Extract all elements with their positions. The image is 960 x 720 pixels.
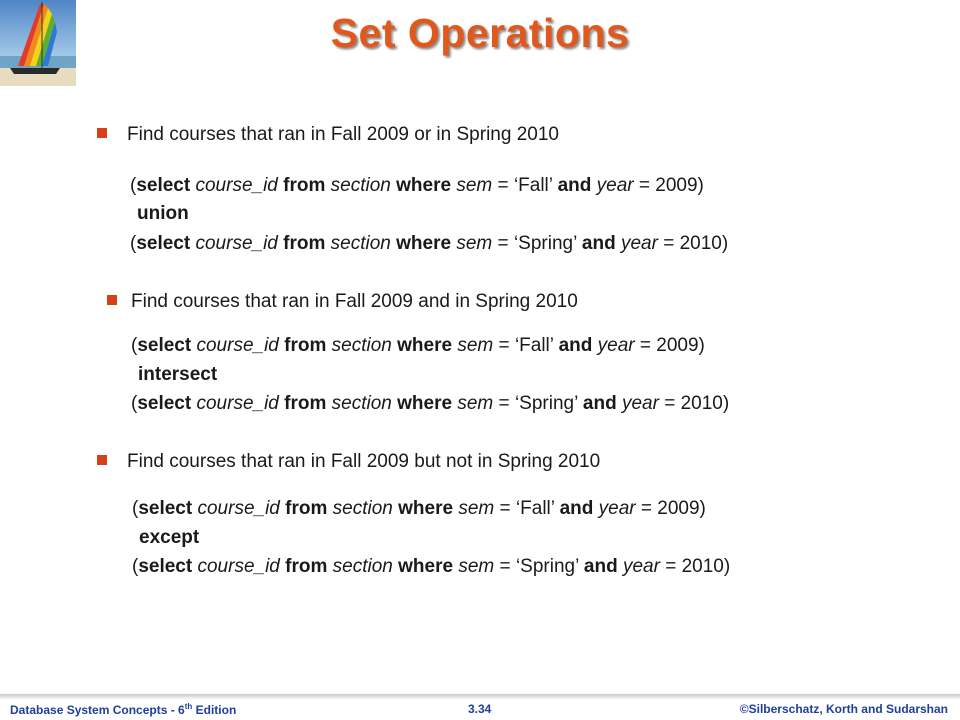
attribute-sem: sem xyxy=(458,556,495,577)
set-operator-except: except xyxy=(139,527,200,548)
equals-sign: = xyxy=(638,175,650,196)
value-spring: ‘Spring’ xyxy=(513,233,577,254)
query-paren: ( xyxy=(132,498,139,519)
bullet-text: Find courses that ran in Fall 2009 or in Spring 2010 xyxy=(127,124,559,145)
relation-section: section xyxy=(331,393,392,414)
set-operator-intersect: intersect xyxy=(138,364,218,385)
footer-book-title xyxy=(10,702,236,717)
page-title: Set Operations xyxy=(330,10,630,56)
query-paren: ( xyxy=(130,233,137,254)
bullet-item-except xyxy=(97,451,600,473)
equals-sign: = xyxy=(664,393,676,414)
attribute-sem: sem xyxy=(456,175,493,196)
relation-section: section xyxy=(332,556,393,577)
square-bullet-icon xyxy=(107,295,117,305)
keyword-where: where xyxy=(397,335,453,356)
keyword-and: and xyxy=(558,335,593,356)
query-line xyxy=(130,175,704,197)
relation-section: section xyxy=(332,498,393,519)
keyword-from: from xyxy=(285,556,328,577)
footer-copyright: ©Silberschatz, Korth and Sudarshan xyxy=(739,702,948,716)
query-line xyxy=(132,498,706,520)
attribute-year: year xyxy=(597,335,635,356)
footer-edition-text: Edition xyxy=(192,703,237,717)
attribute-sem: sem xyxy=(457,335,494,356)
attribute-year: year xyxy=(596,175,634,196)
query-line xyxy=(132,556,730,578)
bullet-item-intersect xyxy=(107,291,578,313)
square-bullet-icon xyxy=(97,455,107,465)
equals-sign: = xyxy=(499,556,511,577)
keyword-and: and xyxy=(557,175,592,196)
keyword-where: where xyxy=(396,175,452,196)
attribute-sem: sem xyxy=(456,233,493,254)
equals-sign: = xyxy=(640,498,652,519)
equals-sign: = xyxy=(497,175,509,196)
equals-sign: = xyxy=(498,335,510,356)
value-spring: ‘Spring’ xyxy=(514,393,578,414)
value-2009: 2009) xyxy=(657,498,706,519)
value-spring: ‘Spring’ xyxy=(515,556,579,577)
keyword-select: select xyxy=(137,335,192,356)
attribute-year: year xyxy=(598,498,636,519)
set-operator-union: union xyxy=(137,203,189,224)
keyword-and: and xyxy=(581,233,616,254)
keyword-select: select xyxy=(136,175,191,196)
value-fall: ‘Fall’ xyxy=(515,498,555,519)
square-bullet-icon xyxy=(97,128,107,138)
query-line xyxy=(130,233,728,255)
keyword-from: from xyxy=(285,498,328,519)
query-paren: ( xyxy=(130,175,137,196)
footer-edition-superscript: th xyxy=(184,702,193,711)
value-fall: ‘Fall’ xyxy=(514,335,554,356)
attribute-year: year xyxy=(622,556,660,577)
bullet-text: Find courses that ran in Fall 2009 and in Spring 2010 xyxy=(131,291,578,312)
value-2009: 2009) xyxy=(655,175,704,196)
keyword-where: where xyxy=(397,393,453,414)
value-fall: ‘Fall’ xyxy=(513,175,553,196)
slide-footer xyxy=(0,694,960,720)
relation-section: section xyxy=(330,175,391,196)
attribute-sem: sem xyxy=(457,393,494,414)
attribute-course-id: course_id xyxy=(197,556,280,577)
query-paren: ( xyxy=(131,335,138,356)
relation-section: section xyxy=(330,233,391,254)
keyword-and: and xyxy=(583,556,618,577)
value-2009: 2009) xyxy=(656,335,705,356)
attribute-course-id: course_id xyxy=(196,335,279,356)
query-line xyxy=(131,335,705,357)
attribute-year: year xyxy=(620,233,658,254)
equals-sign: = xyxy=(498,393,510,414)
keyword-and: and xyxy=(582,393,617,414)
bullet-text: Find courses that ran in Fall 2009 but not in Spring 2010 xyxy=(127,451,601,472)
equals-sign: = xyxy=(663,233,675,254)
keyword-select: select xyxy=(137,393,192,414)
footer-divider xyxy=(0,694,960,700)
attribute-course-id: course_id xyxy=(196,393,279,414)
attribute-course-id: course_id xyxy=(195,175,278,196)
relation-section: section xyxy=(331,335,392,356)
keyword-from: from xyxy=(283,175,326,196)
attribute-year: year xyxy=(621,393,659,414)
keyword-where: where xyxy=(398,556,454,577)
keyword-select: select xyxy=(138,498,193,519)
attribute-course-id: course_id xyxy=(197,498,280,519)
keyword-where: where xyxy=(396,233,452,254)
value-2010: 2010) xyxy=(681,556,731,577)
footer-book-title-text: Database System Concepts - 6 xyxy=(10,703,185,717)
attribute-course-id: course_id xyxy=(195,233,278,254)
query-paren: ( xyxy=(132,556,139,577)
attribute-sem: sem xyxy=(458,498,495,519)
bullet-item-union xyxy=(97,124,559,146)
value-2010: 2010) xyxy=(680,393,730,414)
equals-sign: = xyxy=(639,335,651,356)
equals-sign: = xyxy=(497,233,509,254)
equals-sign: = xyxy=(499,498,511,519)
keyword-select: select xyxy=(138,556,193,577)
query-line xyxy=(131,393,729,415)
keyword-from: from xyxy=(284,393,327,414)
value-2010: 2010) xyxy=(679,233,729,254)
keyword-where: where xyxy=(398,498,454,519)
slide-number: 3.34 xyxy=(468,702,492,716)
keyword-from: from xyxy=(284,335,327,356)
keyword-select: select xyxy=(136,233,191,254)
query-paren: ( xyxy=(131,393,138,414)
keyword-and: and xyxy=(559,498,594,519)
equals-sign: = xyxy=(665,556,677,577)
keyword-from: from xyxy=(283,233,326,254)
